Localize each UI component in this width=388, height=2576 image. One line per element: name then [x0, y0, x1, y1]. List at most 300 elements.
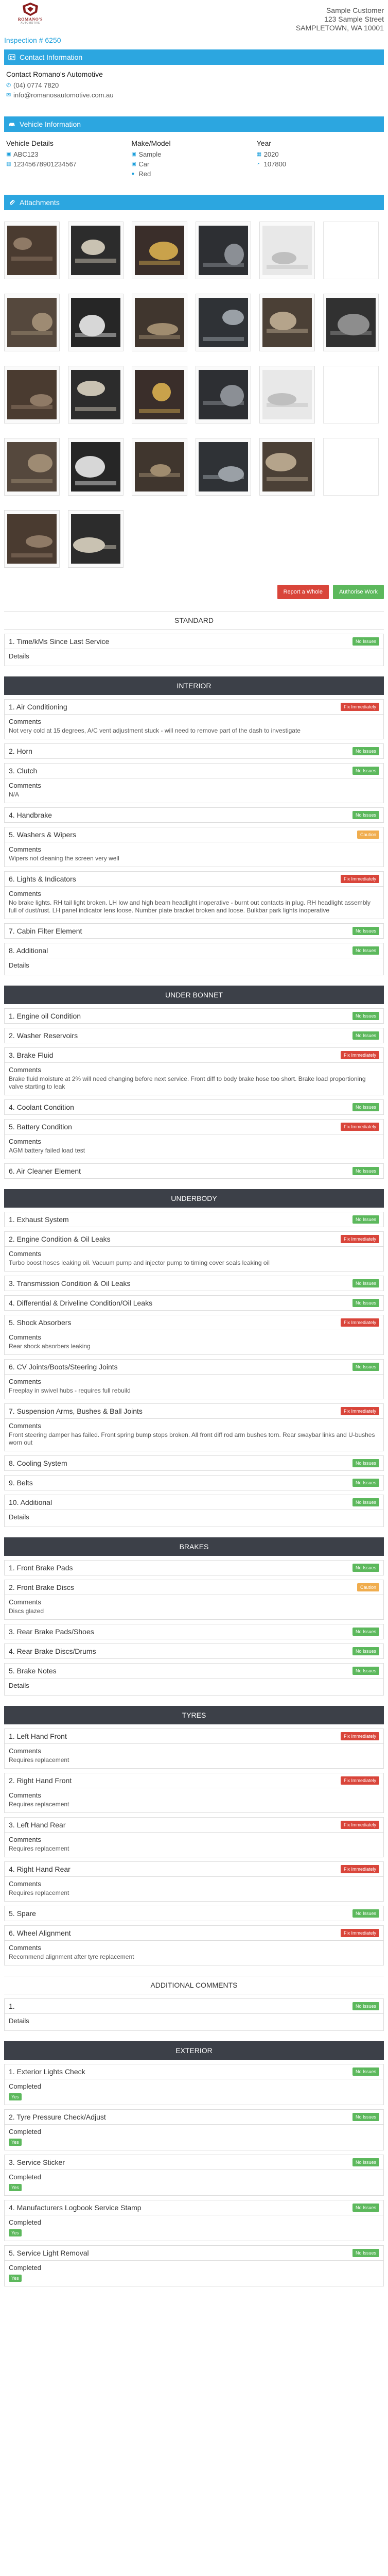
- attachments-grid: [4, 210, 384, 568]
- attachment-thumbnail[interactable]: [4, 222, 60, 279]
- photo-image: [7, 298, 57, 347]
- completed-value: Yes: [9, 2093, 22, 2100]
- inspection-item-name: 5. Brake Notes: [9, 1667, 57, 1675]
- comments-label: Comments: [9, 1944, 41, 1952]
- header-left: [4, 2, 138, 49]
- contact-body: [4, 65, 384, 116]
- inspection-item-name: 5. Washers & Wipers: [9, 831, 76, 839]
- section-header: STANDARD: [4, 611, 384, 630]
- status-badge: No Issues: [352, 946, 379, 955]
- inspection-item: [4, 1624, 384, 1639]
- photo-image: [71, 226, 120, 275]
- comments-label: Comments: [9, 1880, 41, 1888]
- comments-text: Brake fluid moisture at 2% will need changing before next service. Front diff to body brake hose too short. Brake load proportioning valve starting to leak: [9, 1075, 366, 1090]
- inspection-item-row: [5, 1862, 383, 1876]
- comments-text: AGM battery failed load test: [9, 1147, 85, 1154]
- contact-email-row: [6, 91, 382, 99]
- comments-block: [5, 1833, 383, 1857]
- inspection-item: [4, 2109, 384, 2150]
- inspection-item-name: 6. CV Joints/Boots/Steering Joints: [9, 1363, 118, 1371]
- photo-image: [135, 370, 184, 419]
- inspection-item: [4, 1119, 384, 1159]
- inspection-item-name: 2. Horn: [9, 747, 32, 755]
- attachment-thumbnail[interactable]: [259, 222, 315, 279]
- inspection-item: [4, 1817, 384, 1857]
- inspection-item-row: [5, 1773, 383, 1788]
- inspection-item-row: [5, 1048, 383, 1062]
- inspection-item-row: [5, 1028, 383, 1043]
- status-badge: No Issues: [352, 927, 379, 935]
- paint-drop-icon: ●: [131, 171, 135, 177]
- completed-block: [5, 2215, 383, 2241]
- inspection-item-row: [5, 1999, 383, 2013]
- inspection-item-name: 7. Suspension Arms, Bushes & Ball Joints: [9, 1407, 143, 1415]
- inspection-item-row: [5, 1456, 383, 1470]
- comments-text: N/A: [9, 791, 20, 798]
- attachment-thumbnail-empty[interactable]: [323, 438, 379, 496]
- vehicle-section-header: [4, 116, 384, 132]
- status-badge: Fix Immediately: [341, 703, 379, 711]
- inspection-item-name: 3. Left Hand Rear: [9, 1821, 66, 1829]
- status-badge: Fix Immediately: [341, 1821, 379, 1829]
- action-buttons: [4, 583, 384, 601]
- report-whole-button[interactable]: Report a Whole: [277, 585, 329, 599]
- comments-block: [5, 1330, 383, 1354]
- comments-label: Comments: [9, 782, 41, 789]
- inspection-item: [4, 1773, 384, 1813]
- completed-value: Yes: [9, 2275, 22, 2282]
- inspection-item-row: [5, 1296, 383, 1310]
- vin-row: [6, 160, 131, 168]
- inspection-item-row: [5, 1100, 383, 1114]
- inspection-item: [4, 1047, 384, 1095]
- inspection-item-row: [5, 1232, 383, 1246]
- inspection-number: Inspection # 6250: [4, 36, 61, 44]
- inspection-item-name: 1. Air Conditioning: [9, 703, 67, 711]
- rego-row: [6, 150, 131, 158]
- colour-value: Red: [138, 170, 151, 178]
- inspection-item-name: 3. Clutch: [9, 767, 38, 775]
- status-badge: No Issues: [352, 1459, 379, 1467]
- envelope-icon: ✉: [6, 92, 11, 98]
- comments-text: No brake lights. RH tail light broken. LH low and high beam headlight inoperative - burnt out contacts in plug. RH headlight assembly full of dust/rust. LH panel indicator lens loose. Number plate bracket broken and loose. Bulkbar park lights inoperative: [9, 899, 371, 914]
- attachment-thumbnail[interactable]: [323, 294, 379, 351]
- inspection-item: [4, 1728, 384, 1769]
- status-badge: No Issues: [352, 1667, 379, 1675]
- details-block: [5, 958, 383, 975]
- comments-label: Comments: [9, 1066, 41, 1074]
- inspection-item-name: 8. Additional: [9, 946, 48, 955]
- logo-subtext: AUTOMOTIVE: [21, 22, 40, 25]
- status-badge: Fix Immediately: [341, 1929, 379, 1937]
- status-badge: No Issues: [352, 1279, 379, 1287]
- inspection-item-row: [5, 1580, 383, 1595]
- photo-image: [262, 298, 312, 347]
- comments-label: Comments: [9, 1378, 41, 1385]
- status-badge: No Issues: [352, 2067, 379, 2076]
- status-badge: Fix Immediately: [341, 1318, 379, 1327]
- attachment-thumbnail[interactable]: [196, 438, 251, 496]
- inspection-item: [4, 1998, 384, 2031]
- make-icon: ▣: [131, 151, 136, 157]
- details-label: Details: [9, 652, 29, 660]
- inspection-item-row: [5, 1212, 383, 1227]
- details-label: Details: [9, 2017, 29, 2025]
- details-block: [5, 2014, 383, 2030]
- colour-row: [131, 170, 256, 178]
- attachment-thumbnail[interactable]: [259, 294, 315, 351]
- inspection-item-row: [5, 1476, 383, 1490]
- rego-value: ABC123: [13, 150, 39, 158]
- completed-block: [5, 2079, 383, 2105]
- status-badge: No Issues: [352, 637, 379, 646]
- inspection-item-row: [5, 700, 383, 714]
- vin-value: 12345678901234567: [13, 160, 77, 168]
- comments-block: [5, 778, 383, 803]
- attachment-thumbnail[interactable]: [68, 510, 124, 568]
- inspection-item-name: 5. Spare: [9, 1909, 36, 1918]
- inspection-item-name: 4. Differential & Driveline Condition/Oil Leaks: [9, 1299, 153, 1307]
- status-badge: No Issues: [352, 1103, 379, 1111]
- photo-image: [199, 442, 248, 492]
- inspection-item-row: [5, 764, 383, 778]
- status-badge: Fix Immediately: [341, 1235, 379, 1243]
- inspection-item: [4, 1008, 384, 1024]
- inspection-item-row: [5, 2155, 383, 2170]
- comments-block: [5, 1134, 383, 1159]
- inspection-item: [4, 763, 384, 803]
- photo-image: [71, 514, 120, 564]
- attachment-thumbnail[interactable]: [259, 366, 315, 423]
- photo-image: [7, 370, 57, 419]
- inspection-item: [4, 743, 384, 759]
- attachments-section-header: [4, 195, 384, 210]
- inspection-item-name: 1. Engine oil Condition: [9, 1012, 81, 1020]
- comments-text: Wipers not cleaning the screen very well: [9, 855, 119, 862]
- contact-card-icon: [8, 54, 15, 61]
- photo-image: [262, 370, 312, 419]
- inspection-item-name: 9. Belts: [9, 1479, 33, 1487]
- status-badge: No Issues: [352, 1299, 379, 1307]
- inspection-item-name: 2. Engine Condition & Oil Leaks: [9, 1235, 111, 1243]
- attachment-thumbnail-empty[interactable]: [323, 222, 379, 279]
- comments-text: Front steering damper has failed. Front spring bump stops broken. All front diff rod arm bushes torn. Rear swaybar links and U-bushes worn out: [9, 1431, 375, 1446]
- comments-text: Not very cold at 15 degrees, A/C vent adjustment stuck - will need to remove part of the dash to investigate: [9, 727, 301, 734]
- paperclip-icon: [8, 199, 15, 206]
- inspection-sections: [4, 611, 384, 2286]
- inspection-item-row: [5, 744, 383, 758]
- status-badge: No Issues: [352, 1167, 379, 1175]
- inspection-item: [4, 2245, 384, 2286]
- inspection-item-row: [5, 1729, 383, 1743]
- make-value: Sample: [138, 150, 162, 158]
- photo-image: [199, 298, 248, 347]
- customer-street: 123 Sample Street: [324, 15, 384, 23]
- status-badge: No Issues: [352, 1012, 379, 1020]
- comments-text: Requires replacement: [9, 1756, 69, 1764]
- inspection-item-row: [5, 2200, 383, 2215]
- inspection-item-row: [5, 1276, 383, 1291]
- inspection-item-row: [5, 1624, 383, 1639]
- comments-label: Comments: [9, 1250, 41, 1258]
- inspection-item-row: [5, 1818, 383, 1832]
- attachment-thumbnail[interactable]: [196, 366, 251, 423]
- comments-label: Comments: [9, 1791, 41, 1799]
- comments-label: Comments: [9, 718, 41, 725]
- photo-image: [262, 442, 312, 492]
- status-badge: Fix Immediately: [341, 1123, 379, 1131]
- inspection-item-row: [5, 943, 383, 958]
- model-icon: ▣: [131, 161, 136, 167]
- inspection-item-name: 4. Rear Brake Discs/Drums: [9, 1647, 96, 1655]
- vehicle-section-title: Vehicle Information: [20, 120, 81, 128]
- attachment-thumbnail[interactable]: [196, 222, 251, 279]
- inspection-item-name: 3. Rear Brake Pads/Shoes: [9, 1628, 94, 1636]
- inspection-item-name: 6. Lights & Indicators: [9, 875, 76, 883]
- photo-image: [71, 442, 120, 492]
- inspection-item: [4, 1663, 384, 1696]
- photo-image: [71, 370, 120, 419]
- inspection-item-row: [5, 872, 383, 886]
- odometer-row: [257, 160, 382, 168]
- section-header: EXTERIOR: [4, 2041, 384, 2060]
- attachment-thumbnail[interactable]: [132, 222, 187, 279]
- status-badge: No Issues: [352, 1479, 379, 1487]
- customer-city: SAMPLETOWN, WA 10001: [295, 24, 384, 32]
- inspection-item-name: 5. Service Light Removal: [9, 2249, 89, 2257]
- attachment-thumbnail[interactable]: [132, 294, 187, 351]
- photo-image: [7, 226, 57, 275]
- customer-name: Sample Customer: [326, 6, 384, 14]
- inspection-item: [4, 2200, 384, 2241]
- attachments-section-title: Attachments: [20, 198, 60, 207]
- attachment-thumbnail[interactable]: [68, 438, 124, 496]
- inspection-item: [4, 1231, 384, 1272]
- attachment-thumbnail[interactable]: [4, 438, 60, 496]
- status-badge: No Issues: [352, 767, 379, 775]
- completed-value: Yes: [9, 2229, 22, 2236]
- inspection-item: [4, 1580, 384, 1620]
- inspection-item-row: [5, 1009, 383, 1023]
- status-badge: No Issues: [352, 1215, 379, 1224]
- inspection-item-name: 5. Battery Condition: [9, 1123, 72, 1131]
- completed-value: Yes: [9, 2184, 22, 2191]
- contact-email[interactable]: info@romanosautomotive.com.au: [13, 91, 114, 99]
- completed-label: Completed: [9, 2218, 41, 2226]
- attachment-thumbnail[interactable]: [4, 510, 60, 568]
- inspection-item: [4, 1455, 384, 1471]
- photo-image: [135, 442, 184, 492]
- make-model-col: [131, 139, 256, 195]
- status-badge: Fix Immediately: [341, 1776, 379, 1785]
- inspection-item-row: [5, 1120, 383, 1134]
- inspection-item-row: [5, 1906, 383, 1921]
- inspection-item: [4, 1295, 384, 1311]
- inspection-item-row: [5, 1164, 383, 1178]
- completed-block: [5, 2261, 383, 2286]
- attachment-thumbnail[interactable]: [4, 366, 60, 423]
- contact-section-header: [4, 49, 384, 65]
- comments-block: [5, 1419, 383, 1451]
- section-header: BRAKES: [4, 1537, 384, 1556]
- make-row: [131, 150, 256, 158]
- comments-block: [5, 1375, 383, 1399]
- inspection-item: [4, 1925, 384, 1965]
- comments-block: [5, 1744, 383, 1768]
- inspection-item: [4, 1475, 384, 1490]
- inspection-item-row: [5, 2064, 383, 2079]
- vehicle-details-title: Vehicle Details: [6, 139, 54, 147]
- status-badge: No Issues: [352, 2002, 379, 2010]
- status-badge: Caution: [357, 831, 379, 839]
- inspection-item-name: 6. Air Cleaner Element: [9, 1167, 81, 1175]
- inspection-item-name: 7. Cabin Filter Element: [9, 927, 82, 935]
- status-badge: No Issues: [352, 1909, 379, 1918]
- comments-label: Comments: [9, 1333, 41, 1341]
- company-logo: [6, 2, 55, 27]
- inspection-item-row: [5, 634, 383, 649]
- details-block: [5, 1510, 383, 1527]
- phone-icon: ✆: [6, 82, 11, 89]
- comments-text: Requires replacement: [9, 1889, 69, 1896]
- comments-label: Comments: [9, 1138, 41, 1145]
- status-badge: No Issues: [352, 1647, 379, 1655]
- inspection-item-row: [5, 808, 383, 822]
- inspection-item-name: 4. Coolant Condition: [9, 1103, 74, 1111]
- comments-block: [5, 715, 383, 739]
- inspection-item-name: 3. Transmission Condition & Oil Leaks: [9, 1279, 131, 1287]
- completed-label: Completed: [9, 2173, 41, 2181]
- vehicle-body: [4, 132, 384, 195]
- inspection-item-row: [5, 2110, 383, 2124]
- inspection-item-row: [5, 1644, 383, 1658]
- attachment-thumbnail[interactable]: [4, 294, 60, 351]
- comments-text: Turbo boost hoses leaking oil. Vacuum pump and injector pump to timing cover seals leaking oil: [9, 1259, 270, 1266]
- inspection-item: [4, 1560, 384, 1575]
- contact-name: Contact Romano's Automotive: [6, 70, 103, 78]
- year-row: [257, 150, 382, 158]
- attachment-thumbnail[interactable]: [259, 438, 315, 496]
- inspection-item-name: 1. Left Hand Front: [9, 1732, 67, 1740]
- inspection-item-name: 2. Front Brake Discs: [9, 1583, 74, 1591]
- photo-image: [199, 226, 248, 275]
- comments-text: Requires replacement: [9, 1801, 69, 1808]
- tag-icon: ▣: [6, 151, 11, 157]
- barcode-icon: ▥: [6, 161, 11, 167]
- inspection-item: [4, 1099, 384, 1115]
- status-badge: Caution: [357, 1583, 379, 1591]
- authorise-work-button[interactable]: Authorise Work: [333, 585, 384, 599]
- inspection-item-name: 2. Right Hand Front: [9, 1776, 72, 1785]
- inspection-item-row: [5, 1495, 383, 1510]
- inspection-item: [4, 827, 384, 867]
- inspection-item-name: 4. Manufacturers Logbook Service Stamp: [9, 2204, 142, 2212]
- attachment-thumbnail[interactable]: [68, 222, 124, 279]
- attachment-thumbnail[interactable]: [68, 366, 124, 423]
- status-badge: Fix Immediately: [341, 875, 379, 883]
- comments-block: [5, 1877, 383, 1901]
- details-label: Details: [9, 961, 29, 969]
- comments-label: Comments: [9, 845, 41, 853]
- photo-image: [262, 226, 312, 275]
- inspection-item-row: [5, 1404, 383, 1418]
- inspection-item-name: 4. Right Hand Rear: [9, 1865, 70, 1873]
- status-badge: Fix Immediately: [341, 1865, 379, 1873]
- status-badge: No Issues: [352, 1564, 379, 1572]
- inspection-item: [4, 1495, 384, 1527]
- inspection-item-name: 4. Handbrake: [9, 811, 52, 819]
- inspection-item: [4, 699, 384, 739]
- inspection-item: [4, 943, 384, 975]
- photo-image: [71, 298, 120, 347]
- inspection-item-row: [5, 1664, 383, 1678]
- attachment-thumbnail[interactable]: [196, 294, 251, 351]
- comments-block: [5, 842, 383, 867]
- inspection-item-name: 1. Exterior Lights Check: [9, 2067, 85, 2076]
- year-col: [257, 139, 382, 195]
- inspection-item-row: [5, 1561, 383, 1575]
- section-header: ADDITIONAL COMMENTS: [4, 1976, 384, 1994]
- inspection-item: [4, 1403, 384, 1451]
- section-header: INTERIOR: [4, 676, 384, 695]
- inspection-item: [4, 2155, 384, 2196]
- status-badge: Fix Immediately: [341, 1051, 379, 1059]
- comments-block: [5, 1788, 383, 1812]
- inspection-item-row: [5, 1926, 383, 1940]
- attachment-thumbnail-empty[interactable]: [323, 366, 379, 423]
- inspection-item: [4, 1028, 384, 1043]
- details-label: Details: [9, 1513, 29, 1521]
- comments-block: [5, 1247, 383, 1271]
- comments-text: Recommend alignment after tyre replacement: [9, 1953, 134, 1960]
- completed-label: Completed: [9, 2082, 41, 2090]
- inspection-item: [4, 1359, 384, 1399]
- contact-phone[interactable]: (04) 0774 7820: [13, 81, 59, 89]
- model-value: Car: [138, 160, 150, 168]
- comments-label: Comments: [9, 1422, 41, 1430]
- car-icon: [8, 121, 15, 128]
- section-header: UNDER BONNET: [4, 986, 384, 1004]
- inspection-item-name: 1. Exhaust System: [9, 1215, 69, 1224]
- completed-block: [5, 2170, 383, 2195]
- comments-block: [5, 887, 383, 919]
- comments-text: Discs glazed: [9, 1607, 44, 1615]
- crest-icon: [21, 2, 40, 16]
- comments-block: [5, 1595, 383, 1619]
- status-badge: No Issues: [352, 2158, 379, 2166]
- comments-label: Comments: [9, 1747, 41, 1755]
- contact-section-title: Contact Information: [20, 53, 83, 61]
- inspection-item: [4, 634, 384, 666]
- attachment-thumbnail[interactable]: [132, 366, 187, 423]
- inspection-item-row: [5, 1360, 383, 1374]
- section-header: UNDERBODY: [4, 1189, 384, 1208]
- attachment-thumbnail[interactable]: [68, 294, 124, 351]
- inspection-item-name: 6. Wheel Alignment: [9, 1929, 71, 1937]
- attachment-thumbnail[interactable]: [132, 438, 187, 496]
- model-row: [131, 160, 256, 168]
- inspection-item-row: [5, 2246, 383, 2260]
- inspection-item-name: 2. Tyre Pressure Check/Adjust: [9, 2113, 106, 2121]
- inspection-item-row: [5, 924, 383, 938]
- inspection-item: [4, 871, 384, 919]
- inspection-item-name: 3. Service Sticker: [9, 2158, 65, 2166]
- inspection-item: [4, 1276, 384, 1291]
- calendar-icon: ▦: [256, 151, 262, 157]
- photo-image: [199, 370, 248, 419]
- status-badge: No Issues: [352, 747, 379, 755]
- inspection-item: [4, 2064, 384, 2105]
